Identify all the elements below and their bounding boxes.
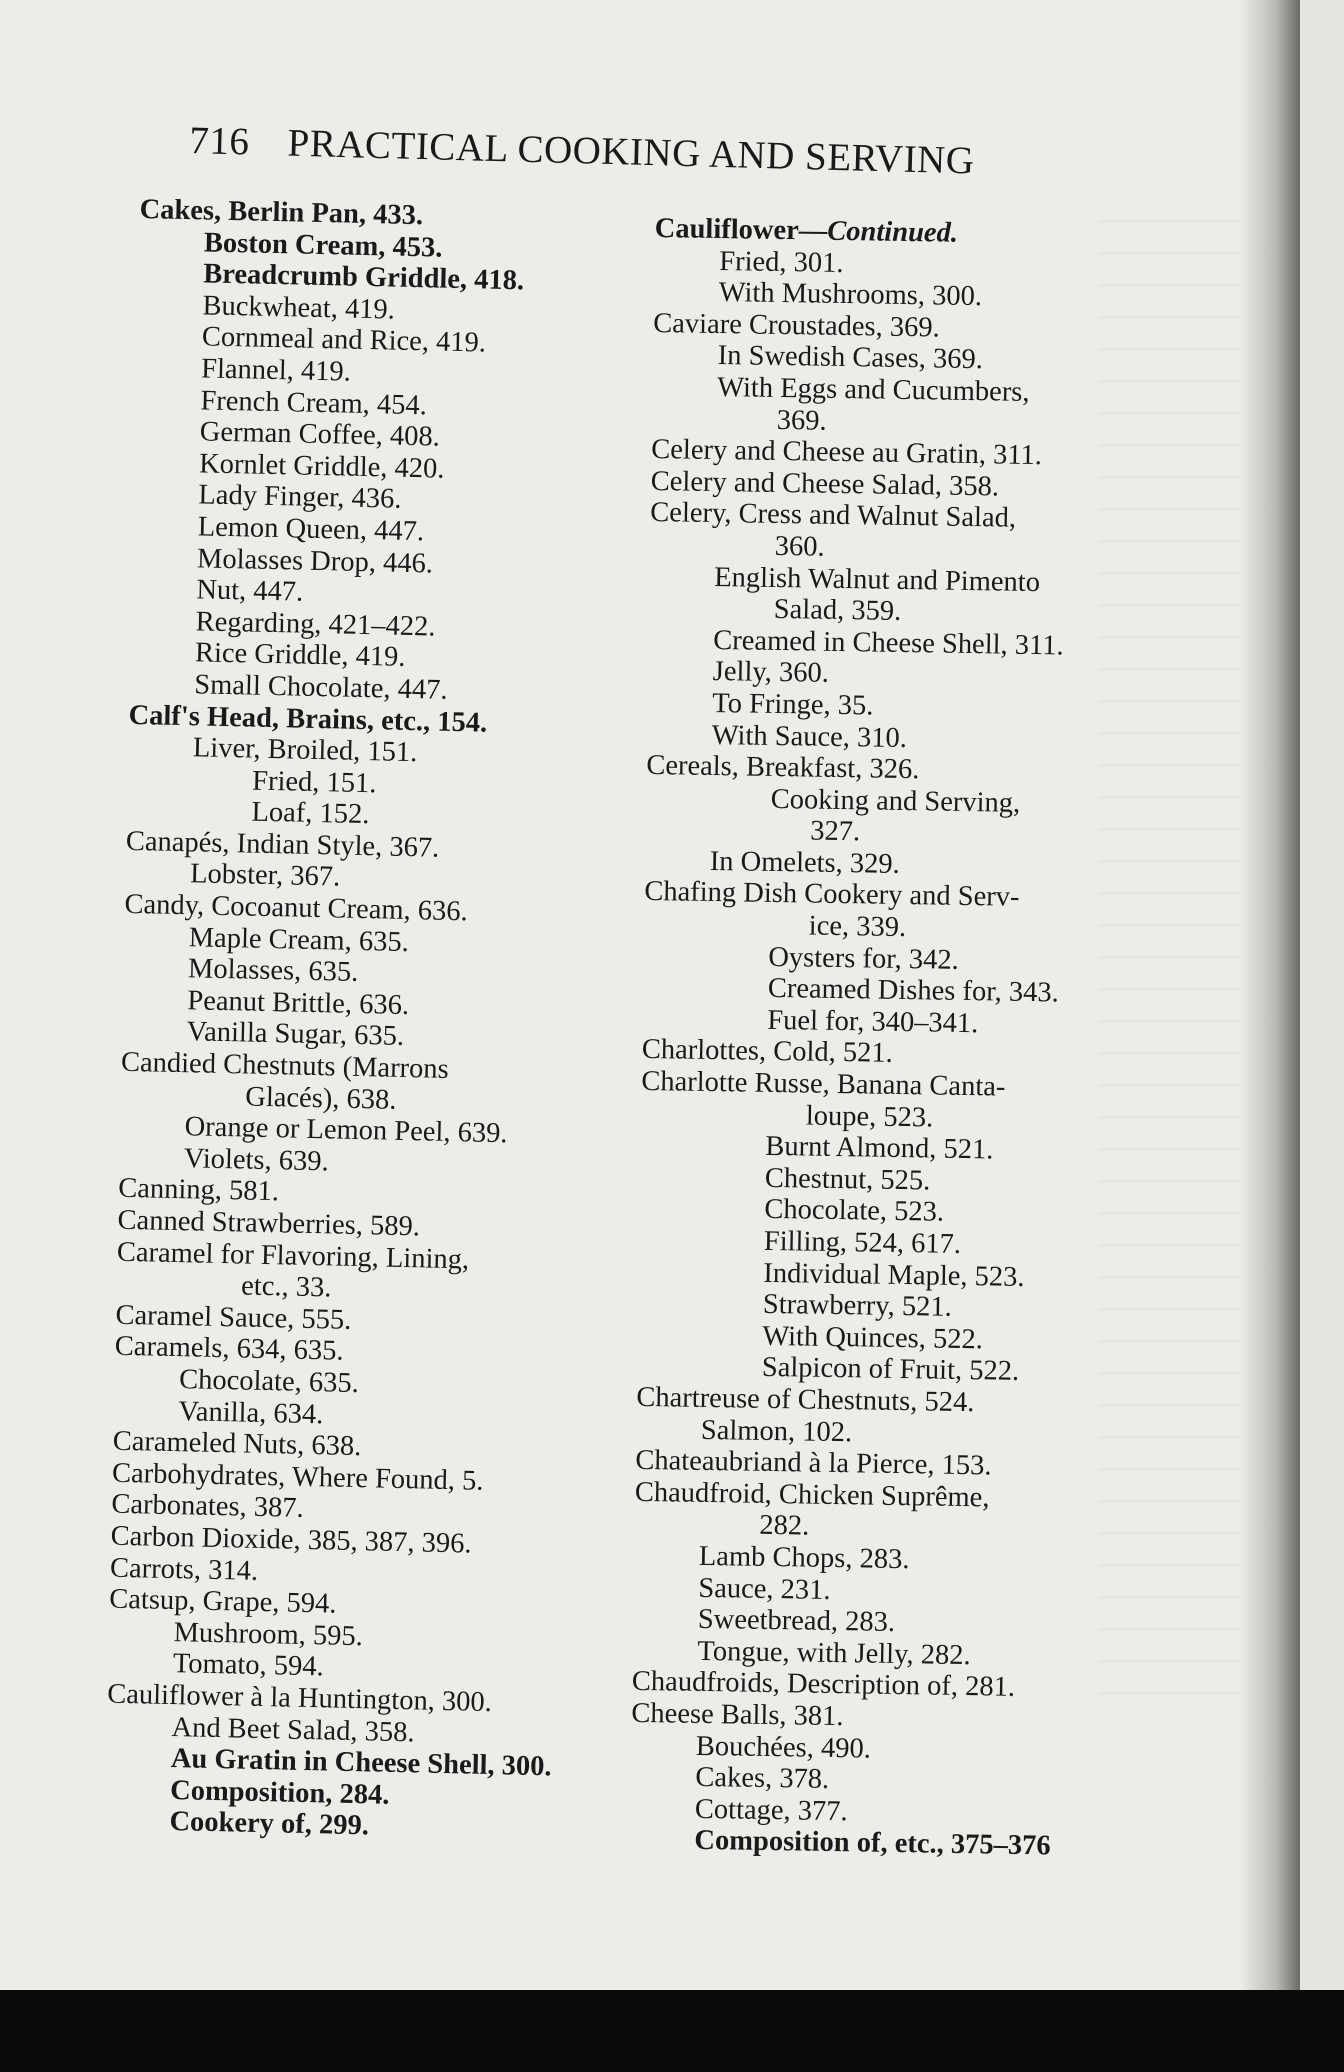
index-entry: Individual Maple, 523.	[763, 1257, 1025, 1293]
index-entry: Cauliflower à la Huntington, 300.	[106, 1678, 493, 1718]
scan-border	[0, 1990, 1344, 2072]
index-entry: Cauliflower—Continued.	[654, 213, 959, 249]
index-entry: Cornmeal and Rice, 419.	[201, 321, 487, 359]
index-entry: German Coffee, 408.	[199, 416, 441, 453]
index-entry: Salpicon of Fruit, 522.	[761, 1352, 1020, 1388]
index-entry: Chestnut, 525.	[764, 1162, 931, 1197]
index-entry: Filling, 524, 617.	[763, 1225, 962, 1260]
index-entry: Charlotte Russe, Banana Canta-	[641, 1065, 1006, 1103]
index-entry: To Fringe, 35.	[712, 687, 874, 722]
index-entry: Buckwheat, 419.	[202, 290, 396, 326]
index-entry: Vanilla, 634.	[178, 1395, 324, 1430]
index-entry: Loaf, 152.	[251, 796, 370, 831]
index-entry: Peanut Brittle, 636.	[187, 985, 410, 1021]
index-entry: 282.	[759, 1510, 810, 1542]
index-entry: Creamed in Cheese Shell, 311.	[713, 624, 1064, 662]
index-entry: Nut, 447.	[196, 574, 304, 608]
index-entry: Rice Griddle, 419.	[194, 637, 406, 674]
index-entry: Fried, 151.	[251, 765, 377, 799]
index-entry: Calf's Head, Brains, etc., 154.	[128, 699, 488, 739]
page-title: PRACTICAL COOKING AND SERVING	[287, 121, 976, 183]
index-entry: Caramel for Flavoring, Lining,	[116, 1236, 470, 1276]
index-entry: Chafing Dish Cookery and Serv-	[644, 876, 1020, 914]
index-entry: ice, 339.	[808, 910, 907, 944]
index-entry: Flannel, 419.	[200, 353, 352, 388]
index-entry: Bouchées, 490.	[695, 1730, 872, 1765]
index-entry: English Walnut and Pimento	[714, 561, 1041, 598]
index-entry: Caramels, 634, 635.	[114, 1331, 344, 1368]
index-column-right	[629, 213, 1076, 1862]
index-entry: Maple Cream, 635.	[188, 921, 410, 958]
index-entry: Lamb Chops, 283.	[698, 1540, 910, 1576]
index-entry: Canned Strawberries, 589.	[117, 1204, 421, 1243]
index-entry: Cottage, 377.	[694, 1793, 848, 1827]
index-entry: Burnt Almond, 521.	[765, 1131, 994, 1166]
index-entry: Candied Chestnuts (Marrons	[120, 1046, 450, 1085]
index-entry: Tongue, with Jelly, 282.	[697, 1635, 971, 1671]
index-entry: Tomato, 594.	[172, 1648, 325, 1683]
index-entry: Celery and Cheese au Gratin, 311.	[651, 434, 1043, 472]
index-entry: Cereals, Breakfast, 326.	[646, 750, 920, 786]
index-entry: Liver, Broiled, 151.	[192, 732, 418, 769]
index-entry: Fuel for, 340–341.	[767, 1004, 979, 1040]
index-entry: Carbonates, 387.	[111, 1489, 305, 1525]
index-entry: Catsup, Grape, 594.	[108, 1583, 337, 1620]
page-edge	[1300, 0, 1344, 1990]
page-number: 716	[188, 118, 250, 164]
index-entry: In Omelets, 329.	[709, 845, 901, 880]
index-entry: Orange or Lemon Peel, 639.	[184, 1111, 508, 1150]
index-entry: Salmon, 102.	[700, 1414, 853, 1448]
index-entry: Chocolate, 635.	[178, 1364, 360, 1400]
index-entry: Carbohydrates, Where Found, 5.	[111, 1457, 484, 1497]
index-entry: Mushroom, 595.	[173, 1616, 364, 1652]
index-entry: etc., 33.	[240, 1270, 332, 1304]
index-entry: With Mushrooms, 300.	[718, 277, 983, 313]
index-entry: Salad, 359.	[773, 594, 902, 628]
index-entry: Boston Cream, 453.	[203, 227, 443, 264]
index-entry: Carameled Nuts, 638.	[112, 1425, 362, 1463]
index-entry: Chaudfroids, Description of, 281.	[631, 1666, 1016, 1704]
index-entry: Sauce, 231.	[698, 1572, 831, 1606]
index-entry: Lobster, 367.	[189, 858, 341, 893]
index-entry: Candy, Cocoanut Cream, 636.	[124, 888, 469, 928]
index-entry: Canning, 581.	[117, 1173, 280, 1208]
index-entry: Caramel Sauce, 555.	[115, 1299, 352, 1336]
index-entry: French Cream, 454.	[200, 384, 428, 421]
index-entry: Cakes, 378.	[695, 1761, 830, 1796]
index-entry: Canapés, Indian Style, 367.	[125, 825, 440, 864]
index-entry: Au Gratin in Cheese Shell, 300.	[170, 1743, 552, 1783]
index-entry: 360.	[774, 530, 825, 563]
bleed-through	[1100, 220, 1250, 1720]
index-entry: Celery, Cress and Walnut Salad,	[650, 497, 1017, 535]
index-entry: Molasses Drop, 446.	[196, 542, 434, 580]
index-entry: Chateaubriand à la Pierce, 153.	[635, 1445, 992, 1482]
index-entry: Oysters for, 342.	[768, 941, 959, 976]
index-entry: With Sauce, 310.	[711, 719, 908, 754]
index-entry: And Beet Salad, 358.	[171, 1711, 415, 1748]
index-entry: Creamed Dishes for, 343.	[767, 973, 1059, 1009]
index-entry: Sweetbread, 283.	[697, 1603, 896, 1639]
index-entry: Violets, 639.	[183, 1143, 330, 1178]
index-entry: Lemon Queen, 447.	[197, 511, 425, 548]
index-entry: Cakes, Berlin Pan, 433.	[139, 194, 424, 232]
index-entry: Charlottes, Cold, 521.	[641, 1034, 894, 1070]
index-entry: In Swedish Cases, 369.	[717, 340, 984, 376]
index-entry: Celery and Cheese Salad, 358.	[650, 465, 1000, 503]
index-entry: Composition of, etc., 375–376	[694, 1825, 1051, 1862]
index-entry: 369.	[776, 404, 827, 437]
index-entry: Fried, 301.	[719, 245, 844, 279]
index-entry: loupe, 523.	[805, 1100, 934, 1134]
index-entry: Carbon Dioxide, 385, 387, 396.	[110, 1520, 472, 1560]
index-entry: With Eggs and Cucumbers,	[717, 371, 1030, 408]
index-entry: Caviare Croustades, 369.	[653, 307, 941, 344]
gutter-shadow	[1240, 0, 1300, 1990]
index-entry: Glacés), 638.	[244, 1081, 397, 1116]
index-entry: Jelly, 360.	[712, 656, 830, 690]
index-entry: Composition, 284.	[169, 1774, 390, 1811]
index-entry: Cheese Balls, 381.	[631, 1697, 844, 1733]
index-entry: Chartreuse of Chestnuts, 524.	[636, 1381, 975, 1419]
index-entry: With Quinces, 522.	[762, 1320, 984, 1356]
index-entry: Small Chocolate, 447.	[193, 669, 448, 706]
index-entry: Cooking and Serving,	[770, 783, 1021, 819]
running-head	[189, 118, 975, 184]
index-entry: 327.	[810, 815, 861, 848]
index-entry: Cookery of, 299.	[169, 1806, 370, 1842]
index-entry: Lady Finger, 436.	[198, 479, 402, 516]
index-entry: Chaudfroid, Chicken Suprême,	[634, 1476, 990, 1514]
index-entry: Chocolate, 523.	[764, 1194, 945, 1229]
index-entry: Kornlet Griddle, 420.	[198, 448, 445, 485]
index-entry: Strawberry, 521.	[762, 1289, 952, 1323]
index-column-left	[104, 194, 586, 1846]
index-entry: Vanilla Sugar, 635.	[186, 1016, 405, 1053]
index-entry: Molasses, 635.	[187, 953, 359, 989]
index-entry: Regarding, 421–422.	[195, 606, 436, 643]
index-entry: Breadcrumb Griddle, 418.	[202, 258, 525, 297]
index-entry: Carrots, 314.	[109, 1552, 259, 1587]
